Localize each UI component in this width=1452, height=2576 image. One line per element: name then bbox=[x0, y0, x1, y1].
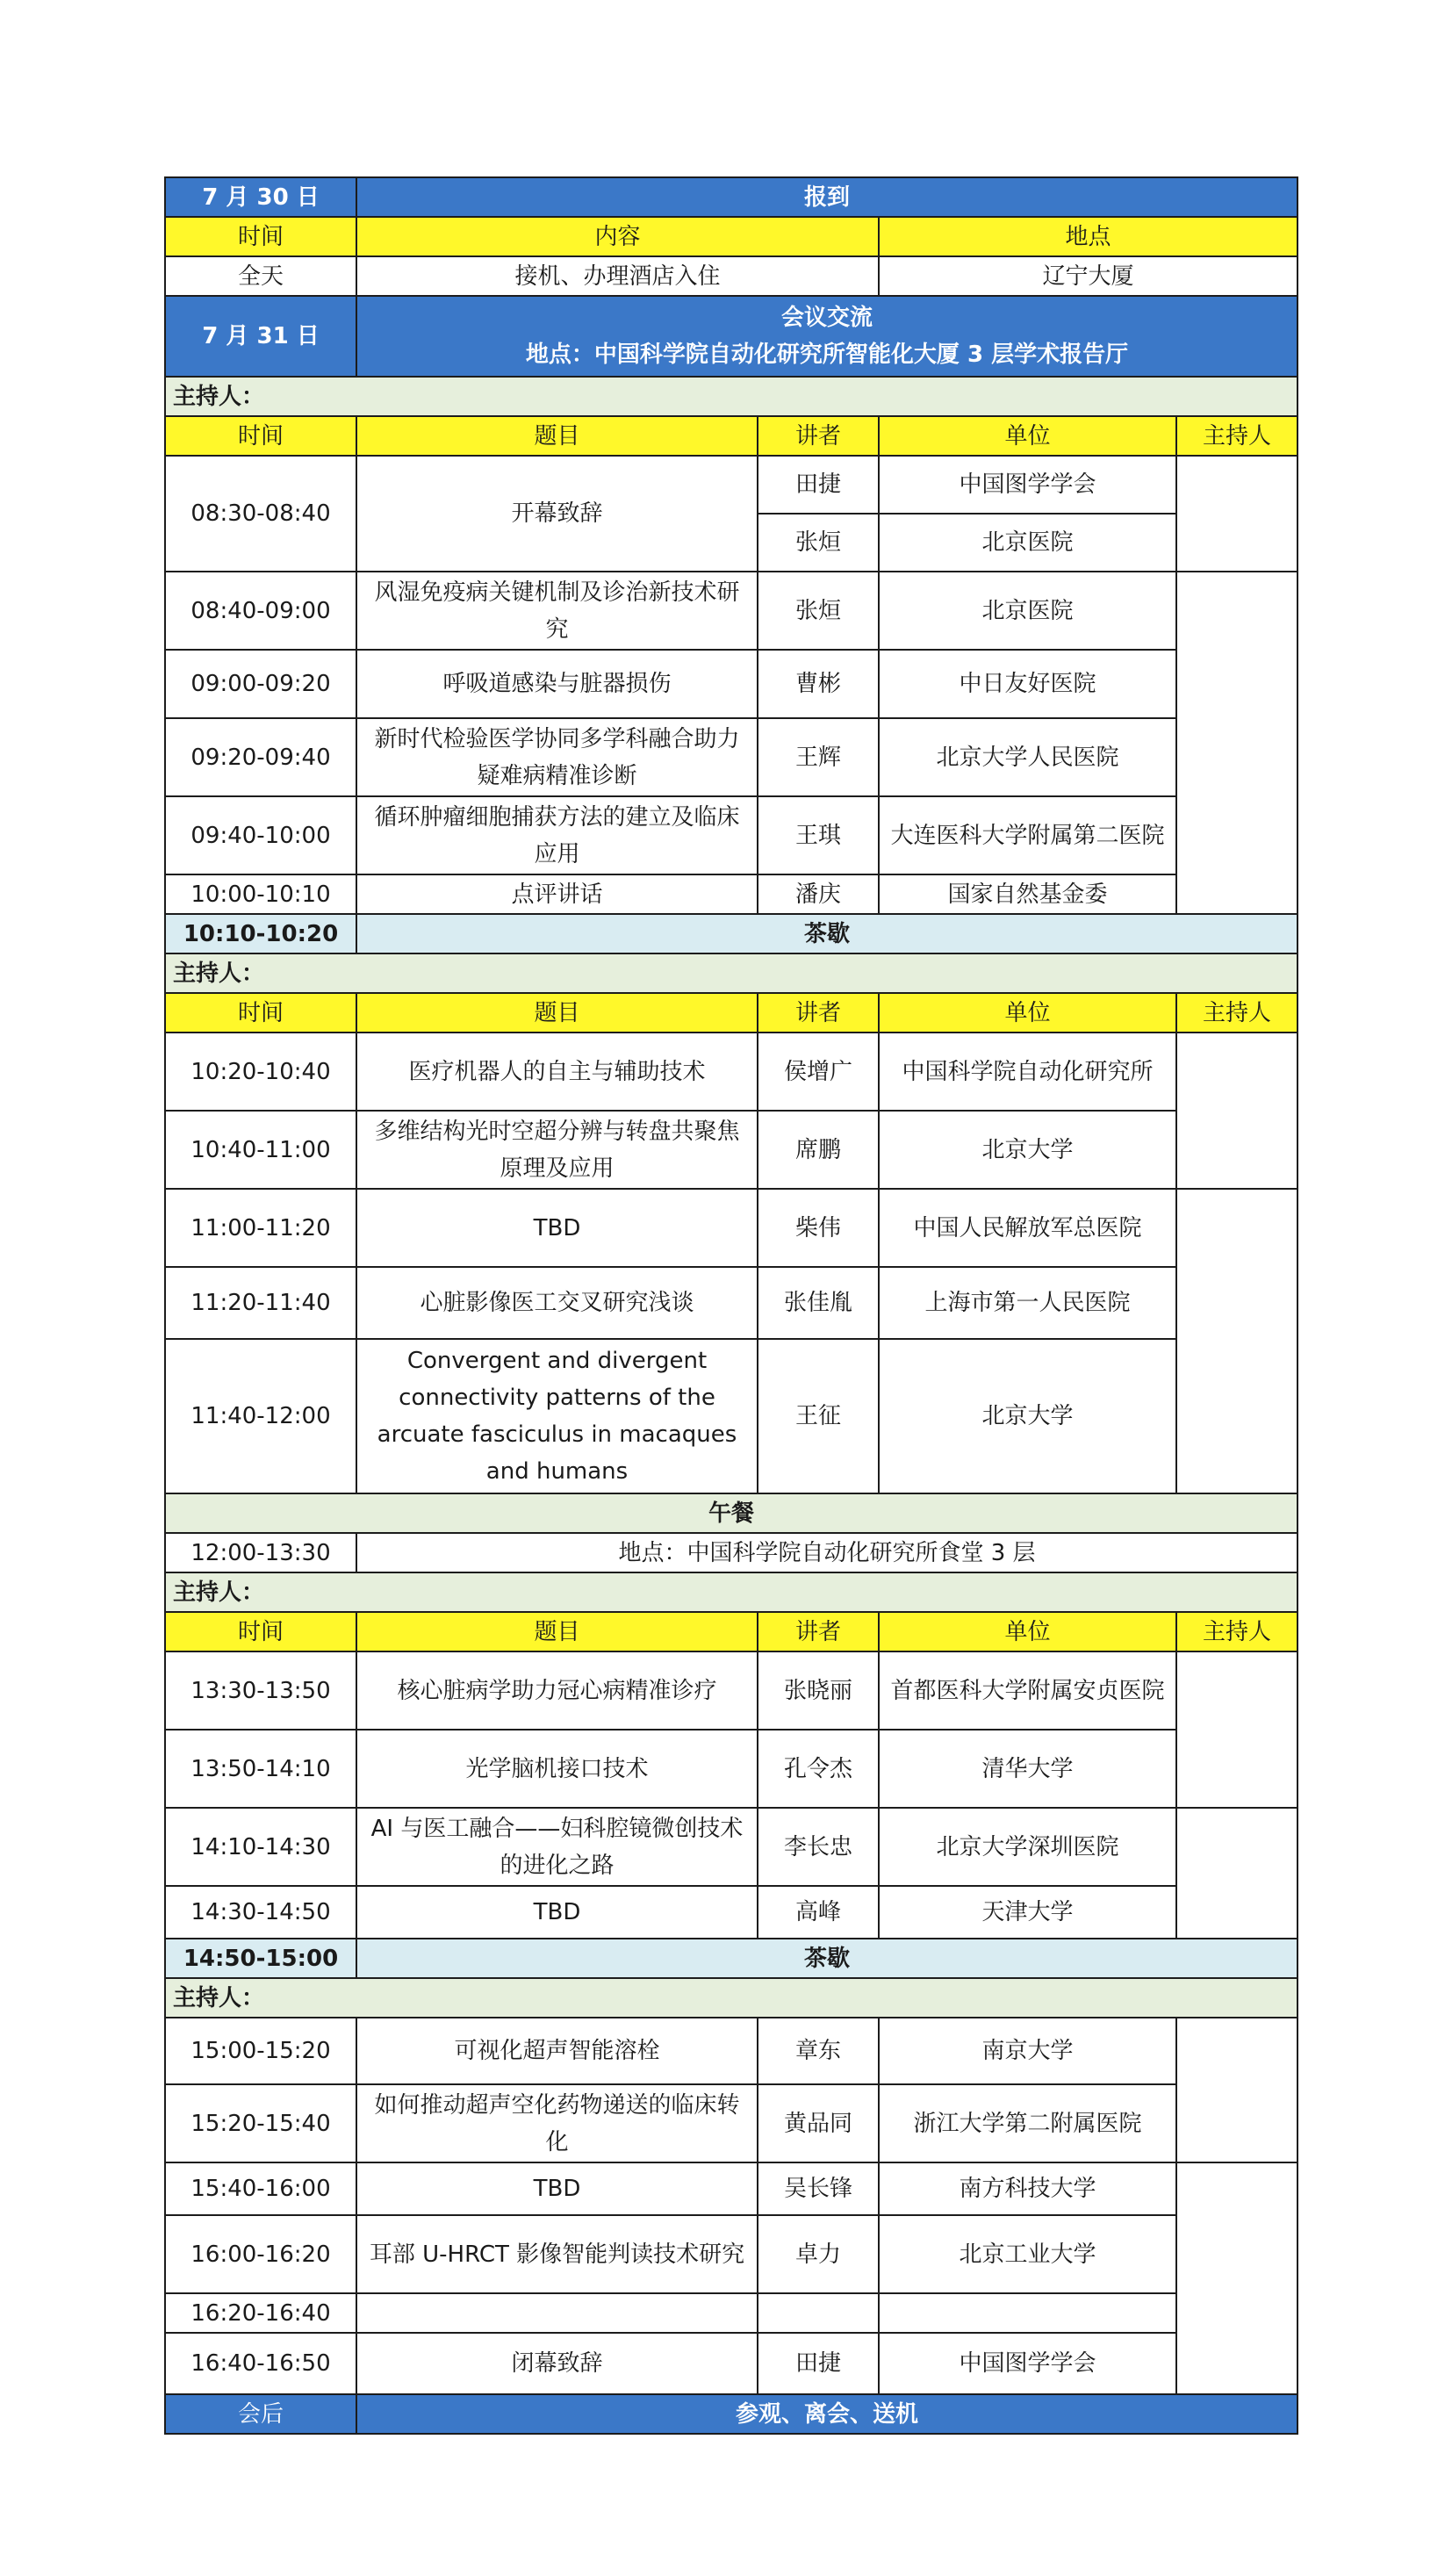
lunch-place: 地点：中国科学院自动化研究所食堂 3 层 bbox=[356, 1533, 1297, 1572]
talk-time: 16:00-16:20 bbox=[165, 2215, 356, 2293]
talk-time: 09:00-09:20 bbox=[165, 650, 356, 718]
talk-title: 开幕致辞 bbox=[356, 456, 758, 572]
column-headers bbox=[165, 993, 1297, 1033]
talk-unit: 中国图学学会 bbox=[879, 456, 1176, 514]
talk-title: 可视化超声智能溶栓 bbox=[356, 2018, 758, 2084]
day2-venue: 地点：中国科学院自动化研究所智能化大厦 3 层学术报告厅 bbox=[525, 342, 1129, 368]
table-row bbox=[165, 1111, 1297, 1189]
talk-speaker: 张佳胤 bbox=[758, 1267, 879, 1339]
table-row bbox=[165, 1808, 1297, 1886]
talk-title: AI 与医工融合——妇科腔镜微创技术的进化之路 bbox=[356, 1808, 758, 1886]
talk-time: 10:00-10:10 bbox=[165, 874, 356, 914]
talk-unit: 南京大学 bbox=[879, 2018, 1176, 2084]
day1-title: 报到 bbox=[356, 177, 1297, 217]
talk-speaker: 张烜 bbox=[758, 572, 879, 650]
talk-unit: 国家自然基金委 bbox=[879, 874, 1176, 914]
header-unit: 单位 bbox=[879, 993, 1176, 1033]
header-host: 主持人 bbox=[1176, 416, 1297, 456]
header-unit: 单位 bbox=[879, 1612, 1176, 1651]
header-time: 时间 bbox=[165, 1612, 356, 1651]
talk-speaker: 曹彬 bbox=[758, 650, 879, 718]
header-host: 主持人 bbox=[1176, 1612, 1297, 1651]
after-label: 会后 bbox=[165, 2394, 356, 2434]
talk-title: 新时代检验医学协同多学科融合助力疑难病精准诊断 bbox=[356, 718, 758, 796]
break-label: 茶歇 bbox=[356, 1939, 1297, 1978]
talk-unit: 北京大学 bbox=[879, 1339, 1176, 1493]
host-cell bbox=[1176, 2162, 1297, 2394]
header-unit: 单位 bbox=[879, 416, 1176, 456]
talk-title: TBD bbox=[356, 2162, 758, 2215]
table-row bbox=[165, 718, 1297, 796]
host-label: 主持人： bbox=[165, 377, 1297, 416]
break-label: 茶歇 bbox=[356, 914, 1297, 953]
host-cell bbox=[1176, 1189, 1297, 1493]
host-row bbox=[165, 1978, 1297, 2018]
talk-time: 08:40-09:00 bbox=[165, 572, 356, 650]
talk-speaker: 田捷 bbox=[758, 2333, 879, 2394]
header-title: 题目 bbox=[356, 1612, 758, 1651]
talk-title: 点评讲话 bbox=[356, 874, 758, 914]
host-cell bbox=[1176, 456, 1297, 572]
talk-speaker: 王琪 bbox=[758, 796, 879, 874]
talk-title: 呼吸道感染与脏器损伤 bbox=[356, 650, 758, 718]
column-headers bbox=[165, 416, 1297, 456]
talk-unit: 首都医科大学附属安贞医院 bbox=[879, 1651, 1176, 1730]
talk-speaker: 卓力 bbox=[758, 2215, 879, 2293]
talk-speaker: 张晓丽 bbox=[758, 1651, 879, 1730]
talk-time: 11:40-12:00 bbox=[165, 1339, 356, 1493]
agenda-table bbox=[164, 176, 1298, 2435]
talk-unit: 天津大学 bbox=[879, 1886, 1176, 1939]
talk-unit: 上海市第一人民医院 bbox=[879, 1267, 1176, 1339]
talk-title: TBD bbox=[356, 1886, 758, 1939]
table-row bbox=[165, 2084, 1297, 2162]
header-time: 时间 bbox=[165, 993, 356, 1033]
talk-unit: 中日友好医院 bbox=[879, 650, 1176, 718]
talk-unit: 中国科学院自动化研究所 bbox=[879, 1033, 1176, 1111]
talk-title: 心脏影像医工交叉研究浅谈 bbox=[356, 1267, 758, 1339]
host-row bbox=[165, 377, 1297, 416]
talk-title: 医疗机器人的自主与辅助技术 bbox=[356, 1033, 758, 1111]
talk-unit: 清华大学 bbox=[879, 1730, 1176, 1808]
day1-header-content: 内容 bbox=[356, 217, 879, 256]
day1-row bbox=[165, 256, 1297, 296]
lunch-label: 午餐 bbox=[165, 1493, 1297, 1533]
talk-time: 11:00-11:20 bbox=[165, 1189, 356, 1267]
talk-speaker: 黄品同 bbox=[758, 2084, 879, 2162]
talk-speaker: 王征 bbox=[758, 1339, 879, 1493]
day1-content: 接机、办理酒店入住 bbox=[356, 256, 879, 296]
talk-title bbox=[356, 2293, 758, 2333]
talk-time: 11:20-11:40 bbox=[165, 1267, 356, 1339]
table-row bbox=[165, 2162, 1297, 2215]
header-speaker: 讲者 bbox=[758, 993, 879, 1033]
talk-time: 16:40-16:50 bbox=[165, 2333, 356, 2394]
talk-speaker: 席鹏 bbox=[758, 1111, 879, 1189]
header-title: 题目 bbox=[356, 993, 758, 1033]
table-row bbox=[165, 2293, 1297, 2333]
table-row bbox=[165, 1339, 1297, 1493]
host-cell bbox=[1176, 1651, 1297, 1808]
host-row bbox=[165, 1572, 1297, 1612]
table-row bbox=[165, 1189, 1297, 1267]
talk-speaker: 侯增广 bbox=[758, 1033, 879, 1111]
break-time: 14:50-15:00 bbox=[165, 1939, 356, 1978]
talk-speaker bbox=[758, 2293, 879, 2333]
day1-header-row bbox=[165, 177, 1297, 217]
host-cell bbox=[1176, 2018, 1297, 2162]
talk-time: 08:30-08:40 bbox=[165, 456, 356, 572]
talk-time: 09:40-10:00 bbox=[165, 796, 356, 874]
day2-date: 7 月 31 日 bbox=[165, 296, 356, 377]
talk-title: 多维结构光时空超分辨与转盘共聚焦原理及应用 bbox=[356, 1111, 758, 1189]
day1-time: 全天 bbox=[165, 256, 356, 296]
talk-unit: 中国图学学会 bbox=[879, 2333, 1176, 2394]
talk-unit: 浙江大学第二附属医院 bbox=[879, 2084, 1176, 2162]
talk-speaker: 王辉 bbox=[758, 718, 879, 796]
table-row bbox=[165, 2333, 1297, 2394]
host-cell bbox=[1176, 1808, 1297, 1939]
talk-title: 风湿免疫病关键机制及诊治新技术研究 bbox=[356, 572, 758, 650]
talk-unit: 北京工业大学 bbox=[879, 2215, 1176, 2293]
talk-time: 15:40-16:00 bbox=[165, 2162, 356, 2215]
day2-header-row bbox=[165, 296, 1297, 377]
header-speaker: 讲者 bbox=[758, 1612, 879, 1651]
header-speaker: 讲者 bbox=[758, 416, 879, 456]
talk-speaker: 孔令杰 bbox=[758, 1730, 879, 1808]
host-row bbox=[165, 953, 1297, 993]
lunch-time: 12:00-13:30 bbox=[165, 1533, 356, 1572]
talk-title: 核心脏病学助力冠心病精准诊疗 bbox=[356, 1651, 758, 1730]
talk-title: 闭幕致辞 bbox=[356, 2333, 758, 2394]
talk-time: 13:30-13:50 bbox=[165, 1651, 356, 1730]
table-row bbox=[165, 572, 1297, 650]
header-time: 时间 bbox=[165, 416, 356, 456]
day2-title bbox=[356, 296, 1297, 377]
break-row bbox=[165, 1939, 1297, 1978]
table-row bbox=[165, 1886, 1297, 1939]
table-row bbox=[165, 650, 1297, 718]
talk-title: TBD bbox=[356, 1189, 758, 1267]
header-host: 主持人 bbox=[1176, 993, 1297, 1033]
talk-unit: 北京大学 bbox=[879, 1111, 1176, 1189]
day1-header-time: 时间 bbox=[165, 217, 356, 256]
talk-speaker: 李长忠 bbox=[758, 1808, 879, 1886]
after-text: 参观、离会、送机 bbox=[356, 2394, 1297, 2434]
talk-speaker: 张烜 bbox=[758, 514, 879, 572]
table-row bbox=[165, 456, 1297, 514]
talk-speaker: 高峰 bbox=[758, 1886, 879, 1939]
table-row bbox=[165, 1033, 1297, 1111]
host-cell bbox=[1176, 1033, 1297, 1189]
table-row bbox=[165, 1267, 1297, 1339]
host-label: 主持人： bbox=[165, 1572, 1297, 1612]
column-headers bbox=[165, 1612, 1297, 1651]
talk-unit: 北京医院 bbox=[879, 572, 1176, 650]
talk-title: 如何推动超声空化药物递送的临床转化 bbox=[356, 2084, 758, 2162]
talk-time: 15:20-15:40 bbox=[165, 2084, 356, 2162]
lunch-detail-row bbox=[165, 1533, 1297, 1572]
talk-unit: 大连医科大学附属第二医院 bbox=[879, 796, 1176, 874]
header-title: 题目 bbox=[356, 416, 758, 456]
day1-place: 辽宁大厦 bbox=[879, 256, 1297, 296]
talk-time: 15:00-15:20 bbox=[165, 2018, 356, 2084]
talk-time: 10:20-10:40 bbox=[165, 1033, 356, 1111]
talk-title: 耳部 U-HRCT 影像智能判读技术研究 bbox=[356, 2215, 758, 2293]
talk-time: 13:50-14:10 bbox=[165, 1730, 356, 1808]
talk-unit: 北京大学深圳医院 bbox=[879, 1808, 1176, 1886]
table-row bbox=[165, 1730, 1297, 1808]
talk-time: 14:10-14:30 bbox=[165, 1808, 356, 1886]
day1-column-headers bbox=[165, 217, 1297, 256]
table-row bbox=[165, 2215, 1297, 2293]
talk-time: 16:20-16:40 bbox=[165, 2293, 356, 2333]
day1-header-place: 地点 bbox=[879, 217, 1297, 256]
talk-title: Convergent and divergent connectivity patterns of the arcuate fasciculus in macaques and humans bbox=[356, 1339, 758, 1493]
talk-speaker: 吴长锋 bbox=[758, 2162, 879, 2215]
table-row bbox=[165, 874, 1297, 914]
talk-speaker: 柴伟 bbox=[758, 1189, 879, 1267]
talk-title: 光学脑机接口技术 bbox=[356, 1730, 758, 1808]
talk-time: 10:40-11:00 bbox=[165, 1111, 356, 1189]
host-cell bbox=[1176, 572, 1297, 914]
day1-date: 7 月 30 日 bbox=[165, 177, 356, 217]
host-label: 主持人： bbox=[165, 1978, 1297, 2018]
table-row bbox=[165, 796, 1297, 874]
talk-unit bbox=[879, 2293, 1176, 2333]
host-label: 主持人： bbox=[165, 953, 1297, 993]
talk-time: 09:20-09:40 bbox=[165, 718, 356, 796]
lunch-row bbox=[165, 1493, 1297, 1533]
table-row bbox=[165, 1651, 1297, 1730]
talk-title: 循环肿瘤细胞捕获方法的建立及临床应用 bbox=[356, 796, 758, 874]
talk-unit: 北京医院 bbox=[879, 514, 1176, 572]
talk-time: 14:30-14:50 bbox=[165, 1886, 356, 1939]
talk-speaker: 章东 bbox=[758, 2018, 879, 2084]
talk-unit: 南方科技大学 bbox=[879, 2162, 1176, 2215]
talk-speaker: 潘庆 bbox=[758, 874, 879, 914]
break-row bbox=[165, 914, 1297, 953]
day2-title-line1: 会议交流 bbox=[781, 305, 873, 331]
talk-unit: 中国人民解放军总医院 bbox=[879, 1189, 1176, 1267]
break-time: 10:10-10:20 bbox=[165, 914, 356, 953]
after-row bbox=[165, 2394, 1297, 2434]
talk-unit: 北京大学人民医院 bbox=[879, 718, 1176, 796]
table-row bbox=[165, 2018, 1297, 2084]
talk-speaker: 田捷 bbox=[758, 456, 879, 514]
